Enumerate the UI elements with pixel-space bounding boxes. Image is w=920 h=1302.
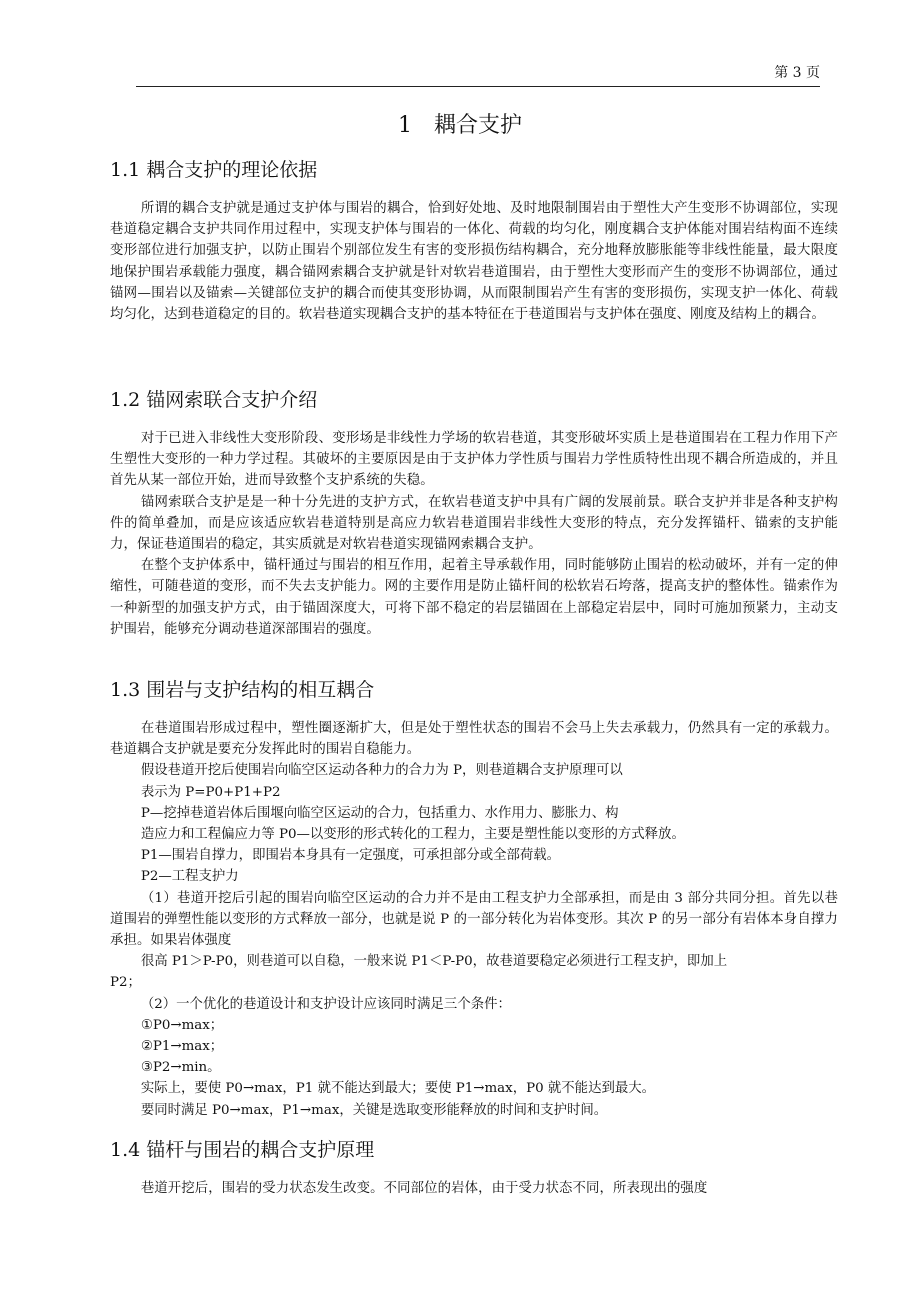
section-1-1: [110, 156, 838, 325]
paragraph: 锚网索联合支护是是一种十分先进的支护方式，在软岩巷道支护中具有广阔的发展前景。联合支护并非是各种支护构件的简单叠加，而是应该适应软岩巷道特别是高应力软岩巷道围岩非线性大变形的特点，充分发挥锚杆、锚索的支护能力，保证巷道围岩的稳定，其实质就是对软岩巷道实现锚网索耦合支护。: [110, 494, 838, 553]
header-divider: [136, 86, 820, 87]
page-number: 第 3 页: [774, 65, 820, 81]
text-line: 很高 P1＞P-P0，则巷道可以自稳，一般来说 P1＜P-P0，故巷道要稳定必须进行工程支护，即加上: [140, 954, 728, 970]
text-line: P2—工程支护力: [140, 869, 239, 885]
section-1-3: [110, 676, 838, 1121]
text-line: P1—围岩自撑力，即围岩本身具有一定强度，可承担部分或全部荷载。: [140, 848, 561, 864]
text-line: （2）一个优化的巷道设计和支护设计应该同时满足三个条件：: [140, 996, 511, 1012]
section-heading: 1.2 锚网索联合支护介绍: [110, 389, 318, 411]
text-line: ③P2→min。: [140, 1060, 221, 1076]
text-line: 要同时满足 P0→max，P1→max，关键是选取变形能释放的时间和支护时间。: [140, 1102, 608, 1118]
paragraph: 在巷道围岩形成过程中，塑性圈逐渐扩大，但是处于塑性状态的围岩不会马上失去承载力，仍然具有一定的承载力。巷道耦合支护就是要充分发挥此时的围岩自稳能力。: [110, 721, 838, 758]
section-heading: 1.1 耦合支护的理论依据: [110, 159, 318, 181]
paragraph: （1）巷道开挖后引起的围岩向临空区运动的合力并不是由工程支护力全部承担，而是由 3 部分共同分担。首先以巷道围岩的弹塑性能以变形的方式释放一部分，也就是说 P 的一部分转化为岩体变形。其次 P 的另一部分有岩体本身自撑力承担。如果岩体强度: [110, 890, 838, 949]
paragraph: 所谓的耦合支护就是通过支护体与围岩的耦合，恰到好处地、及时地限制围岩由于塑性大产生变形不协调部位，实现巷道稳定耦合支护共同作用过程中，实现支护体与围岩的一体化、荷载的均匀化，刚度耦合支护体能对围岩结构面不连续变形部位进行加强支护，以防止围岩个别部位发生有害的变形损伤结构耦合，充分地释放膨胀能等非线性能量，最大限度地保护围岩承载能力强度，耦合锚网索耦合支护就是针对软岩巷道围岩，由于塑性大变形而产生的变形不协调部位，通过锚网—围岩以及锚索—关键部位支护的耦合而使其变形协调，从而限制围岩产生有害的变形损伤，实现支护一体化、荷载均匀化，达到巷道稳定的目的。软岩巷道实现耦合支护的基本特征在于巷道围岩与支护体在强度、刚度及结构上的耦合。: [110, 201, 838, 323]
text-line: P—挖掉巷道岩体后围堰向临空区运动的合力，包括重力、水作用力、膨胀力、构: [140, 805, 619, 821]
text-line: 造应力和工程偏应力等 P0—以变形的形式转化的工程力，主要是塑性能以变形的方式释放。: [140, 827, 685, 843]
paragraph: 对于已进入非线性大变形阶段、变形场是非线性力学场的软岩巷道，其变形破坏实质上是巷道围岩在工程力作用下产生塑性大变形的一种力学过程。其破坏的主要原因是由于支护体力学性质与围岩力学性质特性出现不耦合所造成的，并且首先从某一部位开始，进而导致整个支护系统的失稳。: [110, 431, 838, 489]
text-line: ②P1→max；: [140, 1039, 224, 1055]
text-line: 假设巷道开挖后使围岩向临空区运动各种力的合力为 P，则巷道耦合支护原理可以: [140, 763, 623, 779]
section-1-2: [110, 386, 838, 640]
section-heading: 1.4 锚杆与围岩的耦合支护原理: [110, 1139, 375, 1161]
section-1-4: [110, 1136, 838, 1199]
chapter-title: [0, 108, 920, 139]
text-line: ①P0→max；: [140, 1017, 224, 1033]
text-line: 表示为 P=P0+P1+P2: [140, 784, 281, 800]
section-heading: 1.3 围岩与支护结构的相互耦合: [110, 679, 375, 701]
text-line: 实际上，要使 P0→max，P1 就不能达到最大；要使 P1→max，P0 就不能达到最大。: [140, 1081, 656, 1097]
text-line: P2；: [110, 975, 141, 991]
paragraph: 巷道开挖后，围岩的受力状态发生改变。不同部位的岩体，由于受力状态不同，所表现出的强度: [140, 1181, 708, 1196]
chapter-number: 1: [397, 113, 412, 138]
chapter-title-text: 耦合支护: [433, 113, 522, 138]
paragraph: 在整个支护体系中，锚杆通过与围岩的相互作用，起着主导承载作用，同时能够防止围岩的松动破坏，并有一定的伸缩性，可随巷道的变形，而不失去支护能力。网的主要作用是防止锚杆间的松软岩石垮落，提高支护的整体性。锚索作为一种新型的加强支护方式，由于锚固深度大，可将下部不稳定的岩层锚固在上部稳定岩层中，同时可施加预紧力，主动支护围岩，能够充分调动巷道深部围岩的强度。: [110, 558, 838, 637]
